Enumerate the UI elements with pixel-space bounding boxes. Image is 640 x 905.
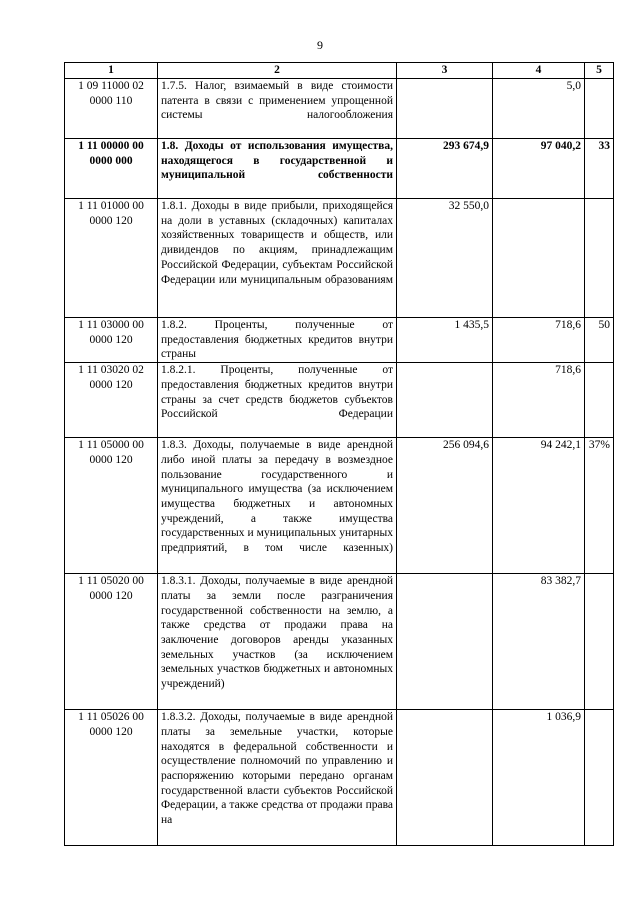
revenue-name-cell: 1.8.3.1. Доходы, получаемые в виде арендной платы за земли после разграничения государственной собственности на землю, а также средства от продажи права на заключение договоров аренды указанных земельных участков (за исключением земельных участков бюджетных и автономных учреждений) xyxy=(158,574,397,710)
value-col3-cell xyxy=(397,574,493,710)
column-header-3: 3 xyxy=(397,63,493,79)
table-header-row xyxy=(65,63,614,79)
table-row xyxy=(65,199,614,318)
percent-cell: 50 xyxy=(585,318,614,363)
revenue-name-cell: 1.8.3. Доходы, получаемые в виде арендной либо иной платы за передачу в возмездное пользование государственного и муниципального имущества (за исключением имущества бюджетных и автономных учреждений, а также имущества государственных и муниципальных унитарных предприятий, в том числе казенных) xyxy=(158,438,397,574)
value-col4-cell: 1 036,9 xyxy=(493,710,585,846)
percent-cell xyxy=(585,363,614,438)
value-col4-cell: 83 382,7 xyxy=(493,574,585,710)
percent-cell xyxy=(585,574,614,710)
budget-code-cell: 1 11 05020 00 0000 120 xyxy=(65,574,158,710)
page-number: 9 xyxy=(317,38,323,52)
budget-code-cell: 1 11 01000 00 0000 120 xyxy=(65,199,158,318)
value-col3-cell: 1 435,5 xyxy=(397,318,493,363)
value-col3-cell: 256 094,6 xyxy=(397,438,493,574)
value-col3-cell: 32 550,0 xyxy=(397,199,493,318)
value-col3-cell: 293 674,9 xyxy=(397,139,493,199)
column-header-5: 5 xyxy=(585,63,614,79)
revenue-name-cell: 1.8.3.2. Доходы, получаемые в виде арендной платы за земельные участки, которые находятся в федеральной собственности и осуществление полномочий по управлению и распоряжению которыми передано органам государственной власти субъектов Российской Федерации, а также средства от продажи права на xyxy=(158,710,397,846)
budget-code-cell: 1 11 03000 00 0000 120 xyxy=(65,318,158,363)
value-col4-cell: 718,6 xyxy=(493,318,585,363)
revenue-name-cell: 1.8.2.1. Проценты, полученные от предоставления бюджетных кредитов внутри страны за счет средств бюджетов субъектов Российской Федерации xyxy=(158,363,397,438)
percent-cell xyxy=(585,79,614,139)
table-row xyxy=(65,79,614,139)
table-row xyxy=(65,363,614,438)
value-col3-cell xyxy=(397,710,493,846)
percent-cell: 37% xyxy=(585,438,614,574)
value-col3-cell xyxy=(397,363,493,438)
percent-cell: 33 xyxy=(585,139,614,199)
table-row xyxy=(65,318,614,363)
budget-revenue-table xyxy=(64,62,614,846)
budget-code-cell: 1 09 11000 02 0000 110 xyxy=(65,79,158,139)
budget-code-cell: 1 11 05000 00 0000 120 xyxy=(65,438,158,574)
value-col3-cell xyxy=(397,79,493,139)
table-row xyxy=(65,574,614,710)
value-col4-cell: 97 040,2 xyxy=(493,139,585,199)
revenue-name-cell: 1.8.2. Проценты, полученные от предоставления бюджетных кредитов внутри страны xyxy=(158,318,397,363)
table-row xyxy=(65,710,614,846)
value-col4-cell: 5,0 xyxy=(493,79,585,139)
budget-code-cell: 1 11 00000 00 0000 000 xyxy=(65,139,158,199)
column-header-2: 2 xyxy=(158,63,397,79)
value-col4-cell xyxy=(493,199,585,318)
percent-cell xyxy=(585,710,614,846)
budget-code-cell: 1 11 03020 02 0000 120 xyxy=(65,363,158,438)
budget-code-cell: 1 11 05026 00 0000 120 xyxy=(65,710,158,846)
revenue-name-cell: 1.8. Доходы от использования имущества, находящегося в государственной и муниципальной собственности xyxy=(158,139,397,199)
table-row xyxy=(65,438,614,574)
table-row xyxy=(65,139,614,199)
percent-cell xyxy=(585,199,614,318)
value-col4-cell: 718,6 xyxy=(493,363,585,438)
column-header-4: 4 xyxy=(493,63,585,79)
column-header-1: 1 xyxy=(65,63,158,79)
revenue-name-cell: 1.8.1. Доходы в виде прибыли, приходящейся на доли в уставных (складочных) капиталах хозяйственных товариществ и обществ, или дивидендов по акциям, принадлежащим Российской Федерации, субъектам Российской Федерации или муниципальным образованиям xyxy=(158,199,397,318)
value-col4-cell: 94 242,1 xyxy=(493,438,585,574)
revenue-name-cell: 1.7.5. Налог, взимаемый в виде стоимости патента в связи с применением упрощенной системы налогообложения xyxy=(158,79,397,139)
